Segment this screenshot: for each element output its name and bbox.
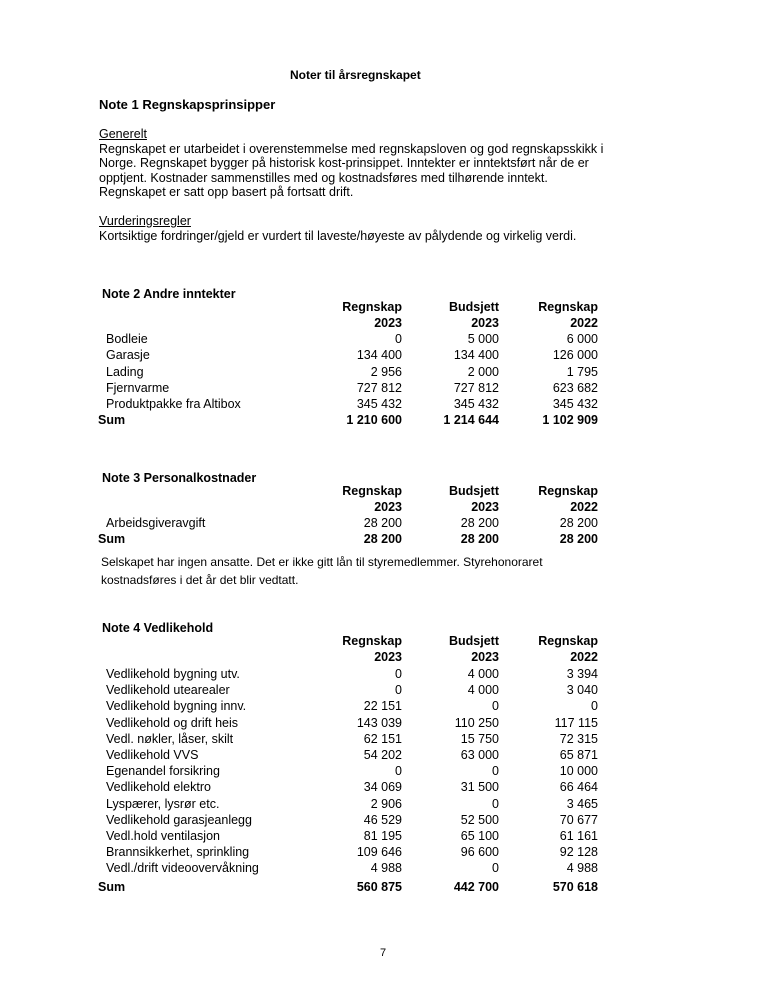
note1-generelt-line-4: Regnskapet er satt opp basert på fortsatt drift. <box>99 185 354 199</box>
note4-row-label: Vedlikehold bygning innv. <box>106 699 247 714</box>
note2-row-value: 345 432 <box>453 397 499 411</box>
note4-row-value: 4 988 <box>566 861 598 876</box>
note2-column-header-3: Regnskap <box>538 300 598 314</box>
note2-row-label: Produktpakke fra Altibox <box>106 397 241 411</box>
note4-sum-label: Sum <box>98 880 126 894</box>
note4-row-value: 3 394 <box>566 667 598 681</box>
note3-row-label: Arbeidsgiveravgift <box>106 516 206 530</box>
note3-text-line-1: Selskapet har ingen ansatte. Det er ikke gitt lån til styremedlemmer. Styrehonoraret <box>101 555 543 569</box>
note2-sum-value: 1 214 644 <box>443 413 499 427</box>
note1-generelt-line-3: opptjent. Kostnader sammenstilles med og kostnadsføres med tilhørende inntekt. <box>99 171 548 185</box>
note1-generelt-line-2: Norge. Regnskapet bygger på historisk kost-prinsippet. Inntekter er inntektsført når de er <box>99 156 589 170</box>
note4-column-year-1: 2023 <box>374 650 402 664</box>
note4-row-value: 3 465 <box>566 796 598 811</box>
note4-row-value: 110 250 <box>454 715 499 730</box>
note2-sum-label: Sum <box>98 413 126 427</box>
note4-row-value: 0 <box>395 683 402 698</box>
note4-row-label: Vedl.hold ventilasjon <box>106 829 220 843</box>
note2-column-header-1: Regnskap <box>342 300 402 314</box>
note4-row-value: 0 <box>492 861 499 876</box>
note2-row-label: Bodleie <box>106 332 148 346</box>
note2-row-label: Garasje <box>106 348 150 363</box>
note2-row-value: 727 812 <box>453 380 499 395</box>
note4-row-value: 70 677 <box>559 812 598 827</box>
note4-row-value: 96 600 <box>460 845 499 860</box>
note4-row-value: 4 000 <box>467 667 499 681</box>
note2-row-value: 2 956 <box>370 364 402 379</box>
note3-text-line-2: kostnadsføres i det år det blir vedtatt. <box>101 573 299 587</box>
note4-column-year-3: 2022 <box>570 650 598 664</box>
note3-row-value: 28 200 <box>460 516 499 530</box>
note4-sum-value: 560 875 <box>356 880 402 894</box>
note3-column-header-1: Regnskap <box>342 484 402 498</box>
note1-vurdering-heading: Vurderingsregler <box>99 214 191 228</box>
note4-row-value: 34 069 <box>363 780 402 795</box>
note2-sum-value: 1 210 600 <box>346 413 402 427</box>
note2-column-header-2: Budsjett <box>449 300 499 314</box>
note4-row-value: 143 039 <box>356 715 402 730</box>
note2-sum-value: 1 102 909 <box>542 413 598 427</box>
note4-row-value: 4 000 <box>467 683 499 698</box>
note4-row-label: Vedlikehold utearealer <box>106 683 230 698</box>
note2-row-value: 345 432 <box>356 397 402 411</box>
note3-sum-value: 28 200 <box>460 532 499 546</box>
note2-row-label: Lading <box>106 364 144 379</box>
note4-row-value: 66 464 <box>559 780 598 795</box>
note4-row-label: Vedl./drift videoovervåkning <box>106 861 259 876</box>
note2-row-value: 134 400 <box>356 348 402 363</box>
note3-title: Note 3 Personalkostnader <box>102 471 257 485</box>
note4-row-label: Egenandel forsikring <box>106 764 220 779</box>
note4-column-header-1: Regnskap <box>342 634 402 648</box>
note3-row-value: 28 200 <box>559 516 598 530</box>
note3-sum-label: Sum <box>98 532 126 546</box>
note4-row-value: 0 <box>395 667 402 681</box>
note4-row-value: 2 906 <box>370 796 402 811</box>
note3-column-header-2: Budsjett <box>449 484 499 498</box>
note4-row-label: Vedlikehold garasjeanlegg <box>106 812 252 827</box>
note3-column-year-1: 2023 <box>374 500 402 514</box>
page-number: 7 <box>380 947 387 959</box>
note3-column-year-2: 2023 <box>471 500 499 514</box>
note4-row-label: Brannsikkerhet, sprinkling <box>106 845 250 860</box>
note4-row-value: 109 646 <box>356 845 402 860</box>
note2-row-value: 1 795 <box>566 364 598 379</box>
note2-row-value: 126 000 <box>552 348 598 363</box>
note1-vurdering-text: Kortsiktige fordringer/gjeld er vurdert til laveste/høyeste av pålydende og virkelig verdi. <box>99 229 577 243</box>
note1-generelt-line-1: Regnskapet er utarbeidet i overenstemmelse med regnskapsloven og god regnskapsskikk i <box>99 142 604 156</box>
note4-row-value: 15 750 <box>460 731 499 746</box>
note4-row-label: Vedlikehold VVS <box>106 748 199 762</box>
note2-row-value: 623 682 <box>552 380 598 395</box>
note4-row-value: 52 500 <box>460 812 499 827</box>
note4-column-year-2: 2023 <box>471 650 499 664</box>
note4-row-value: 22 151 <box>363 699 402 714</box>
note4-row-value: 65 871 <box>559 748 598 762</box>
note4-row-value: 65 100 <box>460 829 499 843</box>
note2-row-value: 727 812 <box>356 380 402 395</box>
note2-row-value: 0 <box>395 332 402 346</box>
note4-column-header-2: Budsjett <box>449 634 499 648</box>
note4-row-value: 62 151 <box>363 731 402 746</box>
note4-row-value: 81 195 <box>363 829 402 843</box>
note2-title: Note 2 Andre inntekter <box>102 287 236 301</box>
note2-row-value: 2 000 <box>467 364 499 379</box>
note4-title: Note 4 Vedlikehold <box>102 621 214 635</box>
note4-row-value: 0 <box>492 796 499 811</box>
note4-row-value: 72 315 <box>559 731 598 746</box>
note2-row-label: Fjernvarme <box>106 380 170 395</box>
note4-row-value: 61 161 <box>559 829 598 843</box>
note3-row-value: 28 200 <box>363 516 402 530</box>
note4-row-label: Vedl. nøkler, låser, skilt <box>106 731 234 746</box>
note2-column-year-3: 2022 <box>570 316 598 330</box>
note3-sum-value: 28 200 <box>363 532 402 546</box>
note4-row-value: 117 115 <box>554 715 598 730</box>
note3-column-header-3: Regnskap <box>538 484 598 498</box>
note3-sum-value: 28 200 <box>559 532 598 546</box>
note3-column-year-3: 2022 <box>570 500 598 514</box>
note4-row-value: 0 <box>492 764 499 779</box>
note2-column-year-2: 2023 <box>471 316 499 330</box>
note4-sum-value: 570 618 <box>552 880 598 894</box>
note2-column-year-1: 2023 <box>374 316 402 330</box>
note4-row-value: 63 000 <box>460 748 499 762</box>
note2-row-value: 6 000 <box>566 332 598 346</box>
note4-sum-value: 442 700 <box>453 880 499 894</box>
note4-row-value: 31 500 <box>460 780 499 795</box>
note4-row-label: Lyspærer, lysrør etc. <box>106 796 220 811</box>
note4-row-value: 0 <box>492 699 499 714</box>
note2-row-value: 5 000 <box>467 332 499 346</box>
note4-row-label: Vedlikehold bygning utv. <box>106 667 240 681</box>
note4-row-value: 0 <box>591 699 598 714</box>
note4-row-value: 54 202 <box>363 748 402 762</box>
note4-row-value: 3 040 <box>566 683 598 698</box>
note4-column-header-3: Regnskap <box>538 634 598 648</box>
note4-row-value: 10 000 <box>559 764 598 779</box>
note1-title: Note 1 Regnskapsprinsipper <box>99 97 276 112</box>
note2-row-value: 134 400 <box>453 348 499 363</box>
note4-row-value: 4 988 <box>370 861 402 876</box>
note4-row-label: Vedlikehold elektro <box>106 780 211 795</box>
note4-row-label: Vedlikehold og drift heis <box>106 715 239 730</box>
note2-row-value: 345 432 <box>552 397 598 411</box>
note4-row-value: 0 <box>395 764 402 779</box>
page-title: Noter til årsregnskapet <box>290 68 421 82</box>
note4-row-value: 46 529 <box>363 812 402 827</box>
note4-row-value: 92 128 <box>559 845 598 860</box>
note1-generelt-heading: Generelt <box>99 127 147 141</box>
